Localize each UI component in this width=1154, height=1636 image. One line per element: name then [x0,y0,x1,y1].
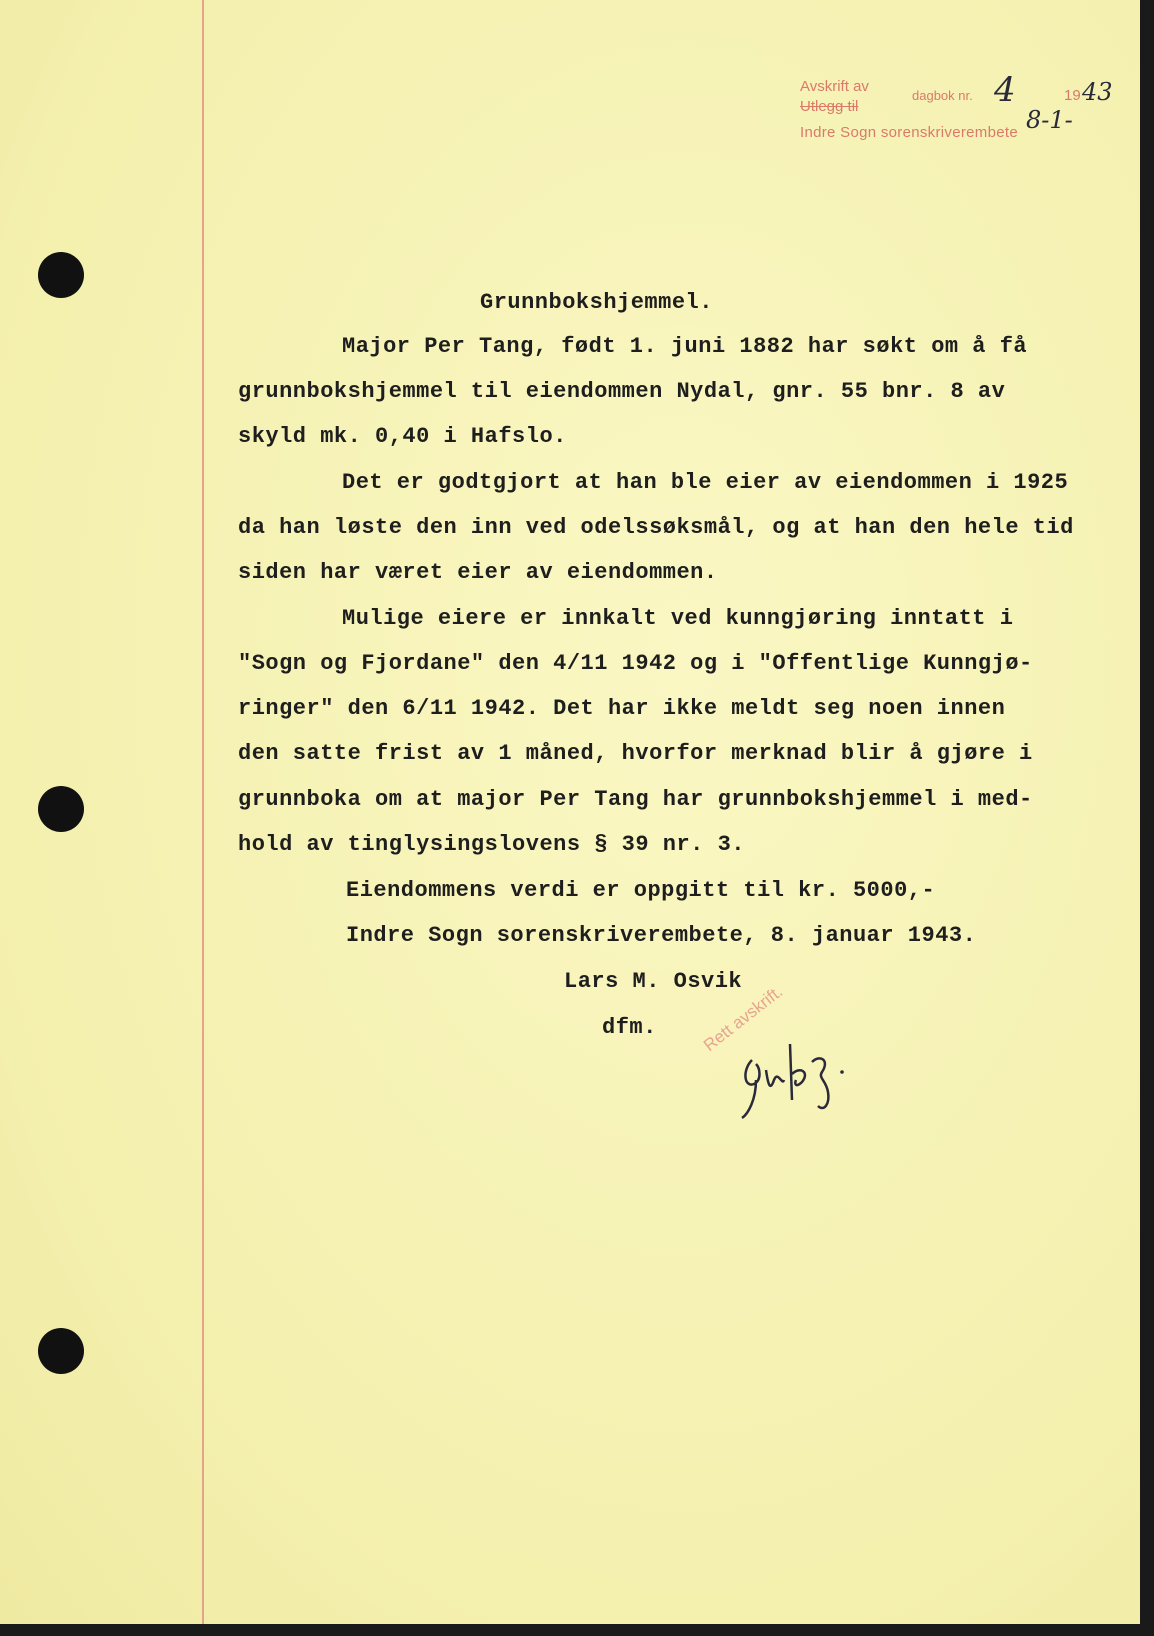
body-line: hold av tinglysingslovens § 39 nr. 3. [238,832,745,857]
punch-hole [38,1328,84,1374]
body-line: siden har været eier av eiendommen. [238,560,718,585]
property-value-line: Eiendommens verdi er oppgitt til kr. 5000,- [346,878,936,903]
body-line: ringer" den 6/11 1942. Det har ikke meldt seg noen innen [238,696,1006,721]
punch-hole [38,786,84,832]
body-line: Mulige eiere er innkalt ved kunngjøring inntatt i [342,606,1014,631]
signatory-name: Lars M. Osvik [564,969,743,994]
body-line: da han løste den inn ved odelssøksmål, og at han den hele tid [238,515,1074,540]
body-line: skyld mk. 0,40 i Hafslo. [238,424,567,449]
handwritten-dagbok-number: 4 [994,70,1016,110]
handwritten-signature [738,1040,858,1120]
document-title: Grunnbokshjemmel. [480,290,713,315]
body-line: Major Per Tang, født 1. juni 1882 har søkt om å få [342,334,1028,359]
body-line: grunnboka om at major Per Tang har grunnbokshjemmel i med- [238,787,1033,812]
stamp-year-prefix: 19 [1064,87,1081,104]
stamp-degbok-label: dagbok nr. [912,88,973,103]
handwritten-year: 43 [1082,78,1113,106]
stamp-office-label: Indre Sogn sorenskriverembete [800,124,1018,141]
handwritten-date: 8-1- [1026,106,1073,134]
certification-stamp: Rett avskrift. [700,981,787,1055]
body-line: grunnbokshjemmel til eiendommen Nydal, gnr. 55 bnr. 8 av [238,379,1006,404]
place-date-line: Indre Sogn sorenskriverembete, 8. januar 1943. [346,923,977,948]
margin-line [202,0,204,1624]
punch-hole [38,252,84,298]
stamp-utlegg-label: Utlegg til [800,98,859,115]
stamp-avskrift-label: Avskrift av [800,78,869,95]
body-line: den satte frist av 1 måned, hvorfor merknad blir å gjøre i [238,741,1033,766]
signatory-title: dfm. [602,1015,657,1040]
body-line: Det er godtgjort at han ble eier av eiendommen i 1925 [342,470,1069,495]
body-line: "Sogn og Fjordane" den 4/11 1942 og i "Offentlige Kunngjø- [238,651,1033,676]
